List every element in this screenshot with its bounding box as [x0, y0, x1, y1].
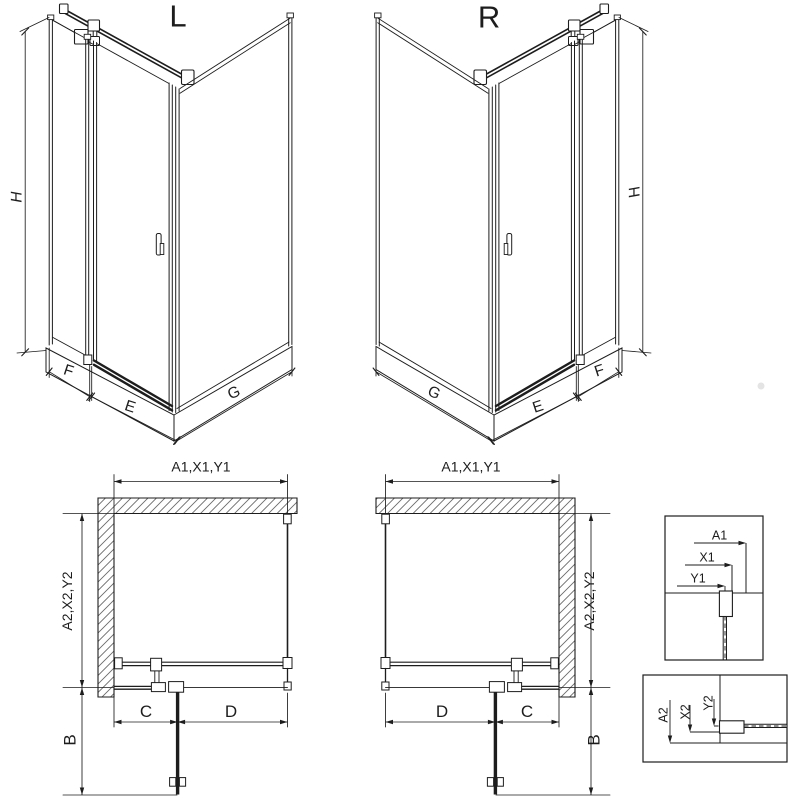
- right-unit-3d-view: [373, 4, 651, 444]
- right-unit-plan-view: [376, 475, 610, 796]
- left-side-panel-dim-label: G: [225, 382, 243, 404]
- right-door-dim-label: E: [530, 397, 546, 417]
- detail-depth-x2-label: X2: [678, 704, 693, 720]
- right-plan-wall-hatch: [376, 498, 575, 697]
- right-fixed-panel-dim-label: F: [592, 361, 607, 381]
- detail-width-x1-label: X1: [699, 550, 715, 565]
- detail-depth-y2-label: Y2: [701, 695, 716, 711]
- left-plan-door-swing-label: B: [60, 734, 80, 746]
- left-variant-title: L: [169, 0, 187, 34]
- left-plan-depth-label: A2,X2,Y2: [59, 571, 75, 631]
- left-door-dim-label: E: [122, 397, 138, 417]
- watermark-dot: [758, 383, 765, 390]
- left-fixed-panel-dim-label: F: [61, 361, 76, 381]
- right-height-dim-label: H: [626, 184, 644, 200]
- left-plan-front-right-label: D: [224, 702, 238, 721]
- right-side-panel-dim-label: G: [425, 382, 443, 404]
- left-plan-width-label: A1,X1,Y1: [171, 458, 231, 475]
- right-plan-door-swing-label: B: [584, 734, 604, 746]
- right-variant-title: R: [477, 0, 501, 35]
- left-plan-front-left-label: C: [139, 702, 153, 721]
- left-unit-plan-view: [60, 475, 297, 796]
- detail-width-a1-label: A1: [711, 528, 728, 543]
- right-plan-front-left-label: D: [435, 702, 449, 721]
- right-plan-front-right-label: C: [520, 702, 534, 721]
- detail-width-y1-label: Y1: [690, 571, 706, 586]
- left-plan-wall-hatch: [98, 498, 297, 697]
- detail-depth-a2-label: A2: [656, 707, 671, 723]
- right-plan-depth-label: A2,X2,Y2: [581, 571, 597, 631]
- left-height-dim-label: H: [8, 189, 26, 205]
- right-plan-width-label: A1,X1,Y1: [441, 458, 501, 475]
- left-unit-3d-view: [17, 4, 295, 444]
